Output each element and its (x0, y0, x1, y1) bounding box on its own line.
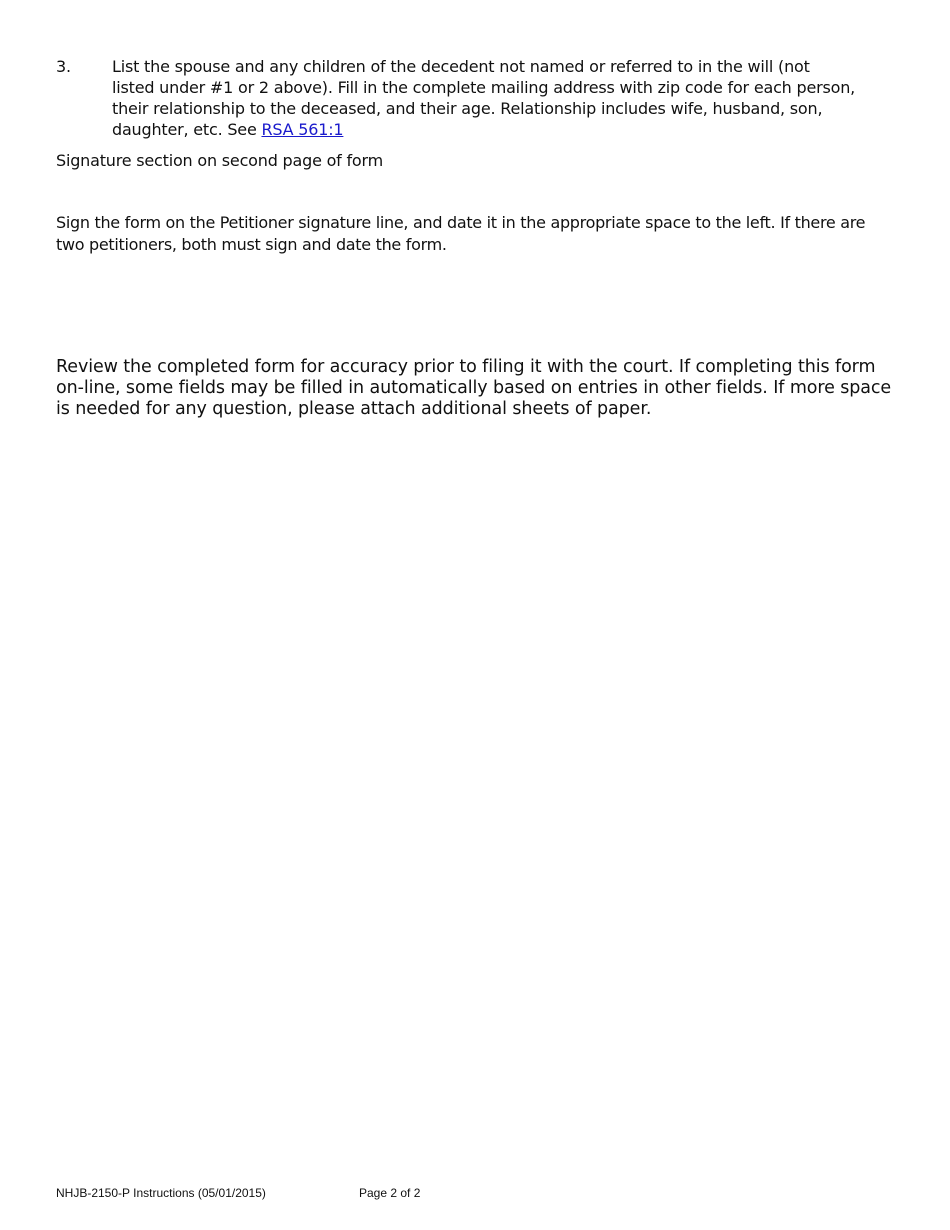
instruction-item-3 (56, 56, 856, 140)
footer-page-number: Page 2 of 2 (359, 1186, 421, 1200)
signature-section-heading: Signature section on second page of form (56, 151, 384, 170)
item-3-body: List the spouse and any children of the decedent not named or referred to in the will (not listed under #1 or 2 above). Fill in the complete mailing address with zip code for each person, their relationship to the deceased, and their age. Relationship includes wife, husband, son, daughter, etc. See (112, 57, 856, 139)
item-text (112, 56, 856, 140)
review-paragraph: Review the completed form for accuracy prior to filing it with the court. If completing this form on-line, some fields may be filled in automatically based on entries in other fields. If more space is needed for any question, please attach additional sheets of paper. (56, 357, 892, 419)
item-number: 3. (56, 57, 71, 76)
signature-instructions: Sign the form on the Petitioner signature line, and date it in the appropriate space to the left. If there are two petitioners, both must sign and date the form. (56, 213, 866, 254)
rsa-561-1-link[interactable]: RSA 561:1 (261, 120, 344, 139)
footer-form-id: NHJB-2150-P Instructions (05/01/2015) (56, 1186, 266, 1200)
